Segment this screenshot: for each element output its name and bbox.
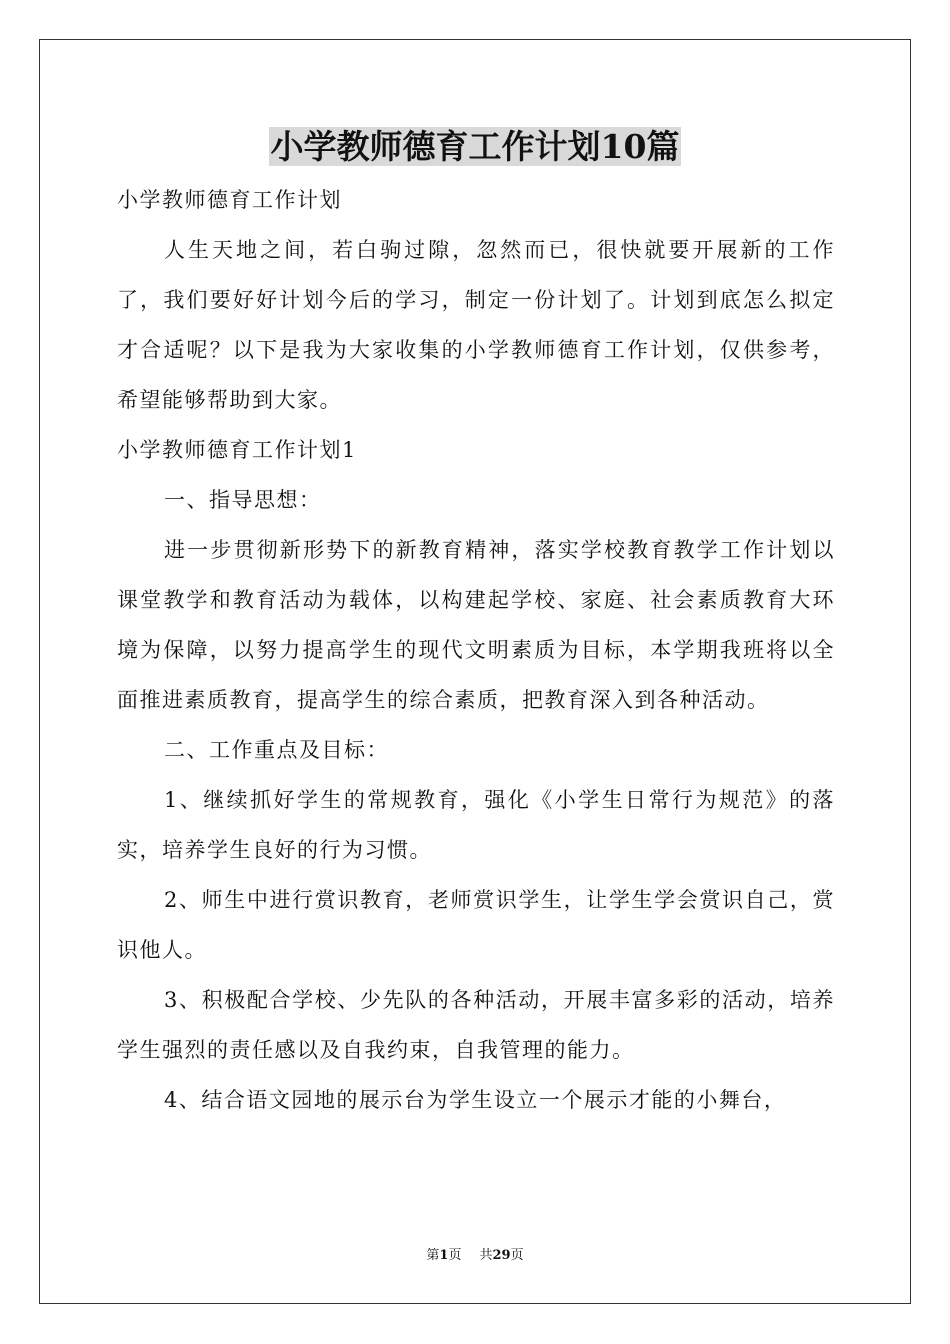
page-suffix: 页 — [448, 1248, 462, 1263]
list-item-2: 2、师生中进行赏识教育，老师赏识学生，让学生学会赏识自己，赏识他人。 — [117, 888, 835, 962]
total-pages: 29 — [492, 1248, 511, 1263]
document-title — [0, 124, 950, 170]
page-number: 1 — [439, 1248, 449, 1263]
page-footer — [0, 1246, 950, 1266]
list-item-4: 4、结合语文园地的展示台为学生设立一个展示才能的小舞台， — [164, 1088, 787, 1112]
document-body — [117, 175, 835, 1125]
document-title-text: 小学教师德育工作计划10篇 — [270, 127, 680, 166]
work-focus-heading: 二、工作重点及目标： — [164, 738, 389, 762]
guiding-ideology-paragraph: 进一步贯彻新形势下的新教育精神，落实学校教育教学工作计划以课堂教学和教育活动为载体，以构建起学校、家庭、社会素质教育大环境为保障，以努力提高学生的现代文明素质为目标，本学期我班将以全面推进素质教育，提高学生的综合素质，把教育深入到各种活动。 — [117, 538, 835, 712]
guiding-ideology-heading: 一、指导思想： — [164, 488, 322, 512]
section-heading: 小学教师德育工作计划1 — [117, 438, 357, 462]
list-item-1: 1、继续抓好学生的常规教育，强化《小学生日常行为规范》的落实，培养学生良好的行为习惯。 — [117, 788, 835, 862]
page-prefix: 第 — [426, 1248, 440, 1263]
subtitle-paragraph: 小学教师德育工作计划 — [117, 188, 342, 212]
total-suffix: 页 — [510, 1248, 524, 1263]
list-item-3: 3、积极配合学校、少先队的各种活动，开展丰富多彩的活动，培养学生强烈的责任感以及自我约束，自我管理的能力。 — [117, 988, 835, 1062]
intro-paragraph: 人生天地之间，若白驹过隙，忽然而已，很快就要开展新的工作了，我们要好好计划今后的学习，制定一份计划了。计划到底怎么拟定才合适呢？以下是我为大家收集的小学教师德育工作计划，仅供参考，希望能够帮助到大家。 — [117, 238, 835, 412]
total-prefix: 共 — [479, 1248, 493, 1263]
